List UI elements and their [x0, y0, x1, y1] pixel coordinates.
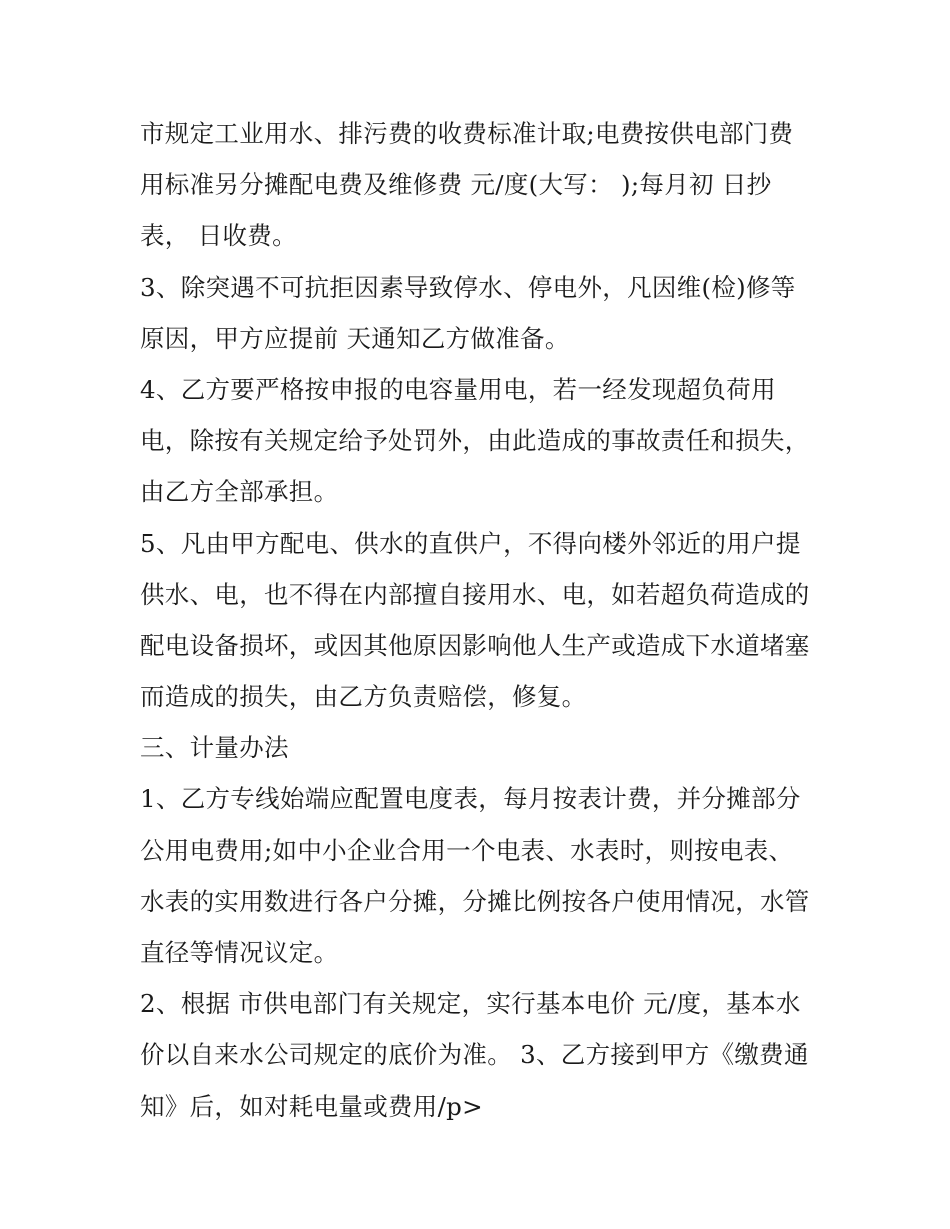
text-line: 配电设备损坏，或因其他原因影响他人生产或造成下水道堵塞 — [140, 630, 810, 660]
text-line: 用标准另分摊配电费及维修费 元/度(大写： );每月初 日抄 — [140, 170, 772, 200]
text-line: 5、凡由甲方配电、供水的直供户，不得向楼外邻近的用户提 — [140, 528, 801, 558]
text-line: 电，除按有关规定给予处罚外，由此造成的事故责任和损失， — [140, 426, 810, 456]
text-line: 原因，甲方应提前 天通知乙方做准备。 — [140, 323, 570, 353]
document-body — [140, 108, 820, 1132]
text-line: 1、乙方专线始端应配置电度表，每月按表计费，并分摊部分 — [140, 784, 801, 814]
text-line: 4、乙方要严格按申报的电容量用电，若一经发现超负荷用 — [140, 374, 776, 404]
text-line: 市规定工业用水、排污费的收费标准计取;电费按供电部门费 — [140, 119, 794, 148]
section-heading: 三、计量办法 — [140, 733, 289, 763]
text-line: 表， 日收费。 — [140, 221, 297, 251]
text-line: 2、根据 市供电部门有关规定，实行基本电价 元/度，基本水 — [140, 989, 801, 1019]
text-line: 知》后，如对耗电量或费用/p> — [140, 1091, 483, 1121]
text-line: 而造成的损失，由乙方负责赔偿，修复。 — [140, 682, 587, 712]
text-line: 由乙方全部承担。 — [140, 477, 339, 507]
text-line: 公用电费用;如中小企业合用一个电表、水表时，则按电表、 — [140, 835, 794, 865]
text-line: 直径等情况议定。 — [140, 938, 339, 967]
text-line: 价以自来水公司规定的底价为准。 3、乙方接到甲方《缴费通 — [140, 1040, 809, 1070]
text-line: 供水、电，也不得在内部擅自接用水、电，如若超负荷造成的 — [140, 579, 810, 609]
text-line: 3、除突遇不可抗拒因素导致停水、停电外，凡因维(检)修等 — [140, 272, 796, 302]
text-line: 水表的实用数进行各户分摊，分摊比例按各户使用情况，水管 — [140, 886, 810, 916]
